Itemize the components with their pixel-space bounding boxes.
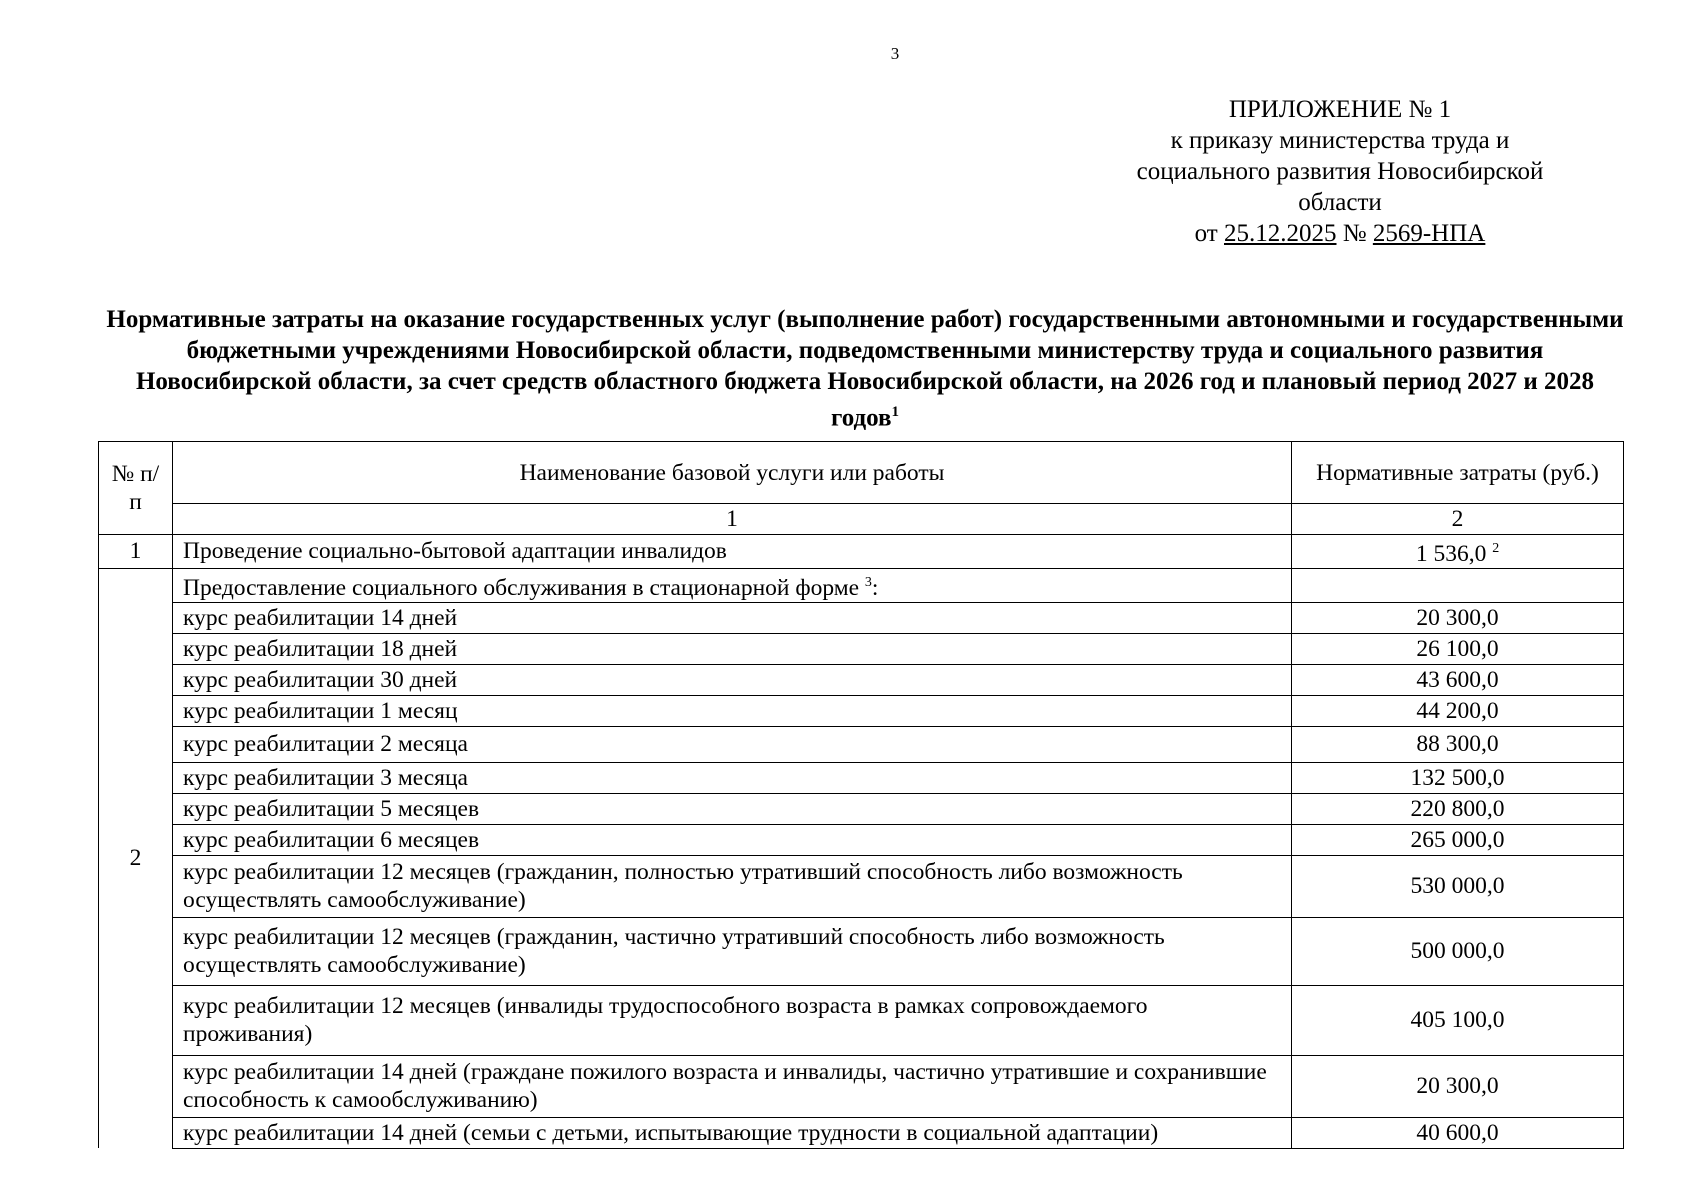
header-number: № п/п — [99, 442, 173, 535]
row-name: курс реабилитации 6 месяцев — [173, 824, 1292, 855]
table-row — [99, 726, 1624, 762]
row-cost: 40 600,0 — [1292, 1117, 1624, 1148]
appendix-line2: социального развития Новосибирской — [1136, 158, 1544, 185]
table-row — [99, 985, 1624, 1055]
row-cost: 265 000,0 — [1292, 824, 1624, 855]
table-row — [99, 633, 1624, 664]
row-cost: 530 000,0 — [1292, 855, 1624, 917]
row-name: курс реабилитации 18 дней — [173, 633, 1292, 664]
header-col1: 1 — [173, 504, 1292, 535]
row-name: курс реабилитации 3 месяца — [173, 762, 1292, 793]
header-name: Наименование базовой услуги или работы — [173, 442, 1292, 504]
row-cost-footnote: 2 — [1492, 541, 1500, 556]
table-row — [99, 855, 1624, 917]
row-name: курс реабилитации 1 месяц — [173, 695, 1292, 726]
date-prefix: от — [1194, 220, 1224, 247]
header-col2: 2 — [1292, 504, 1624, 535]
table-column-numbers-row — [99, 504, 1624, 535]
document-title-footnote: 1 — [891, 404, 900, 420]
order-date: 25.12.2025 — [1224, 220, 1337, 247]
row-cost: 220 800,0 — [1292, 793, 1624, 824]
row-name: курс реабилитации 30 дней — [173, 664, 1292, 695]
appendix-line1: к приказу министерства труда и — [1170, 127, 1510, 154]
appendix-date-line — [1130, 218, 1550, 249]
row-name: курс реабилитации 5 месяцев — [173, 793, 1292, 824]
row-name: Проведение социально-бытовой адаптации инвалидов — [173, 535, 1292, 569]
document-title — [100, 304, 1630, 433]
page-number: 3 — [890, 44, 900, 63]
row-name: курс реабилитации 14 дней — [173, 602, 1292, 633]
row-cost: 405 100,0 — [1292, 985, 1624, 1055]
row-cost — [1292, 535, 1624, 569]
row-cost: 88 300,0 — [1292, 726, 1624, 762]
table-row — [99, 917, 1624, 985]
table-row — [99, 793, 1624, 824]
row-cost: 20 300,0 — [1292, 602, 1624, 633]
row-name-suffix: : — [871, 574, 879, 601]
table-row — [99, 568, 1624, 602]
appendix-block — [1130, 94, 1550, 249]
row-name: курс реабилитации 12 месяцев (гражданин, частично утративший способность либо возможность осуществлять самообслуживание) — [173, 917, 1292, 985]
table-row — [99, 1055, 1624, 1117]
row-number: 1 — [99, 535, 173, 569]
table-row — [99, 695, 1624, 726]
row-cost: 43 600,0 — [1292, 664, 1624, 695]
row-cost — [1292, 568, 1624, 602]
row-name-text: Предоставление социального обслуживания в стационарной форме — [183, 574, 860, 601]
row-name: курс реабилитации 14 дней (семьи с детьми, испытывающие трудности в социальной адаптации) — [173, 1117, 1292, 1148]
row-cost-value: 1 536,0 — [1415, 540, 1487, 567]
table-row — [99, 602, 1624, 633]
row-name: курс реабилитации 14 дней (граждане пожилого возраста и инвалиды, частично утратившие и сохранившие способность к самообслуживанию) — [173, 1055, 1292, 1117]
table-row — [99, 535, 1624, 569]
row-name — [173, 568, 1292, 602]
table-row — [99, 1117, 1624, 1148]
cost-table — [98, 441, 1624, 1149]
appendix-title: ПРИЛОЖЕНИЕ № 1 — [1228, 96, 1452, 123]
row-name: курс реабилитации 12 месяцев (инвалиды трудоспособного возраста в рамках сопровождаемого проживания) — [173, 985, 1292, 1055]
row-cost: 44 200,0 — [1292, 695, 1624, 726]
row-name: курс реабилитации 12 месяцев (гражданин, полностью утративший способность либо возможность осуществлять самообслуживание) — [173, 855, 1292, 917]
row-cost: 26 100,0 — [1292, 633, 1624, 664]
table-row — [99, 664, 1624, 695]
header-cost: Нормативные затраты (руб.) — [1292, 442, 1624, 504]
table-row — [99, 824, 1624, 855]
document-title-text: Нормативные затраты на оказание государственных услуг (выполнение работ) государственными автономными и государственными бюджетными учреждениями Новосибирской области, подведомственными министерству труда и социального развития Новосибирской области, за счет средств областного бюджета Новосибирской области, на 2026 год и плановый период 2027 и 2028 годов — [106, 306, 1624, 432]
row-name-footnote: 3 — [864, 574, 872, 590]
row-cost: 500 000,0 — [1292, 917, 1624, 985]
order-number: 2569-НПА — [1372, 220, 1486, 247]
row-cost: 132 500,0 — [1292, 762, 1624, 793]
number-prefix: № — [1336, 220, 1373, 247]
row-cost: 20 300,0 — [1292, 1055, 1624, 1117]
table-header-row — [99, 442, 1624, 504]
table-row — [99, 762, 1624, 793]
row-name: курс реабилитации 2 месяца — [173, 726, 1292, 762]
row-number: 2 — [99, 568, 173, 1148]
appendix-line3: области — [1298, 189, 1382, 216]
